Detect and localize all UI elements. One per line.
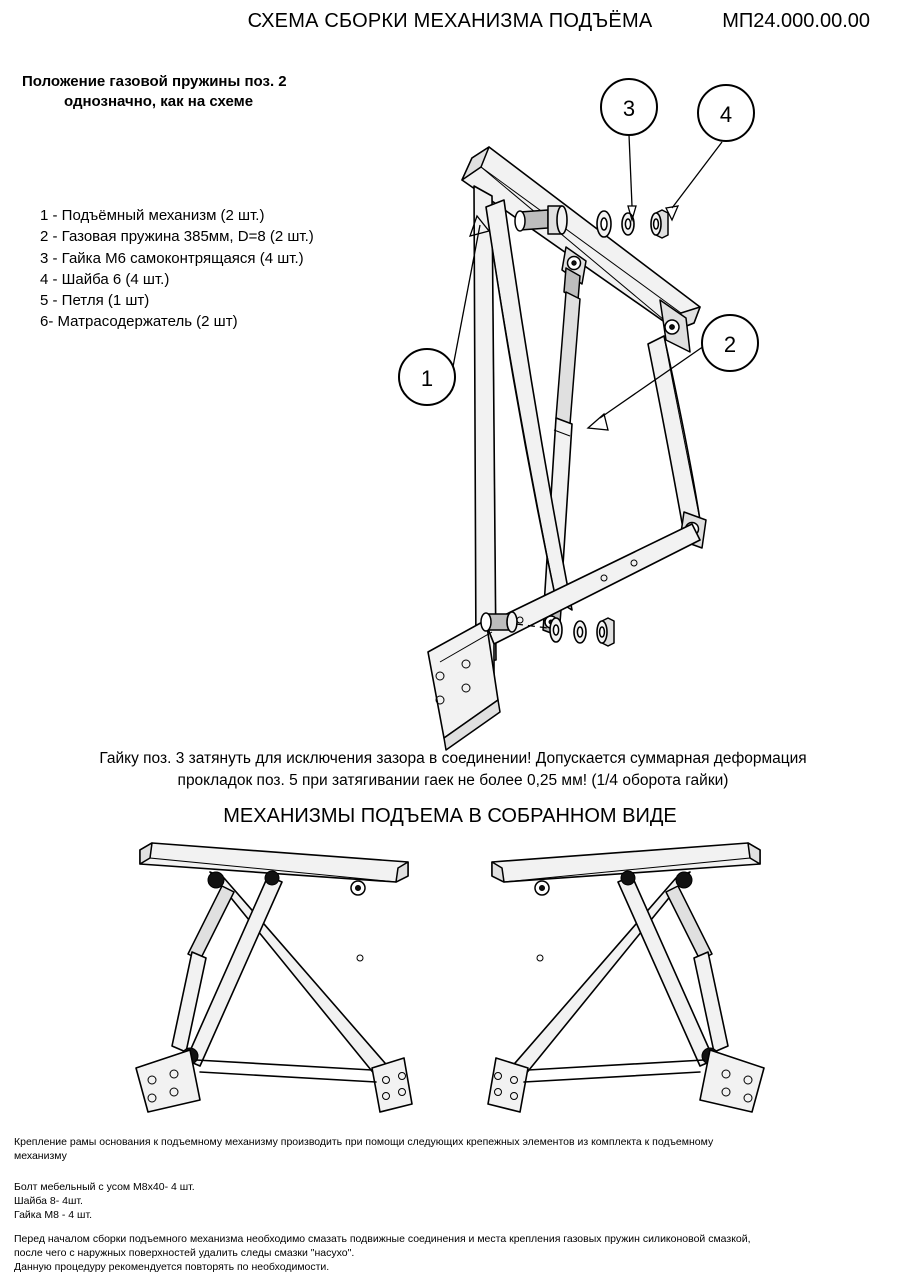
callout-label-1: 1 [420, 366, 434, 391]
footer-line: Болт мебельный с усом М8х40- 4 шт. [14, 1181, 195, 1193]
document-code: МП24.000.00.00 [722, 10, 870, 32]
footer-line: механизму [14, 1150, 67, 1163]
page-title-text: СХЕМА СБОРКИ МЕХАНИЗМА ПОДЪЁМА [247, 10, 653, 32]
footer-line: после чего с наружных поверхностей удалить следы смазки "насухо". [14, 1247, 355, 1260]
callout-label-3: 4 [719, 102, 733, 127]
section-title-assembled: МЕХАНИЗМЫ ПОДЪЕМА В СОБРАННОМ ВИДЕ [223, 805, 677, 827]
parts-list-item: 6- Матрасодержатель (2 шт) [40, 313, 238, 331]
warning-line-1: Гайку поз. 3 затянуть для исключения зазора в соединении! Допускается суммарная деформация [99, 750, 807, 767]
assembled-mechanism-left [136, 843, 412, 1112]
footer-line: Шайба 8- 4шт. [14, 1195, 83, 1208]
footer-note-hardware [14, 1180, 884, 1223]
parts-list-item: 2 - Газовая пружина 385мм, D=8 (2 шт.) [40, 228, 314, 246]
assembled-mechanism-right [488, 843, 764, 1112]
parts-list-item: 4 - Шайба 6 (4 шт.) [40, 270, 170, 288]
footer-note-lubrication [14, 1232, 884, 1275]
footer-line: Перед началом сборки подъемного механизма необходимо смазать подвижные соединения и места крепления газовых пружин силиконовой смазкой, [14, 1233, 751, 1245]
parts-list-item: 5 - Петля (1 шт) [40, 292, 150, 310]
footer-line: Крепление рамы основания к подъемному механизму производить при помощи следующих крепежных элементов из комплекта к подъемному [14, 1136, 714, 1148]
parts-list-item: 3 - Гайка М6 самоконтрящаяся (4 шт.) [40, 249, 304, 267]
footer-line: Гайка М8 - 4 шт. [14, 1209, 93, 1222]
footer-note-mounting [14, 1135, 884, 1163]
warning-line-2: прокладок поз. 5 при затягивании гаек не более 0,25 мм! (1/4 оборота гайки) [177, 771, 729, 789]
note-line-2: однозначно, как на схеме [64, 93, 254, 111]
callout-label-2: 2 [723, 332, 737, 357]
note-line-1: Положение газовой пружины поз. 2 [22, 73, 287, 90]
footer-line: Данную процедуру рекомендуется повторять по необходимости. [14, 1261, 330, 1274]
callout-label-4: 3 [622, 96, 636, 121]
parts-list-item: 1 - Подъёмный механизм (2 шт.) [40, 207, 265, 224]
